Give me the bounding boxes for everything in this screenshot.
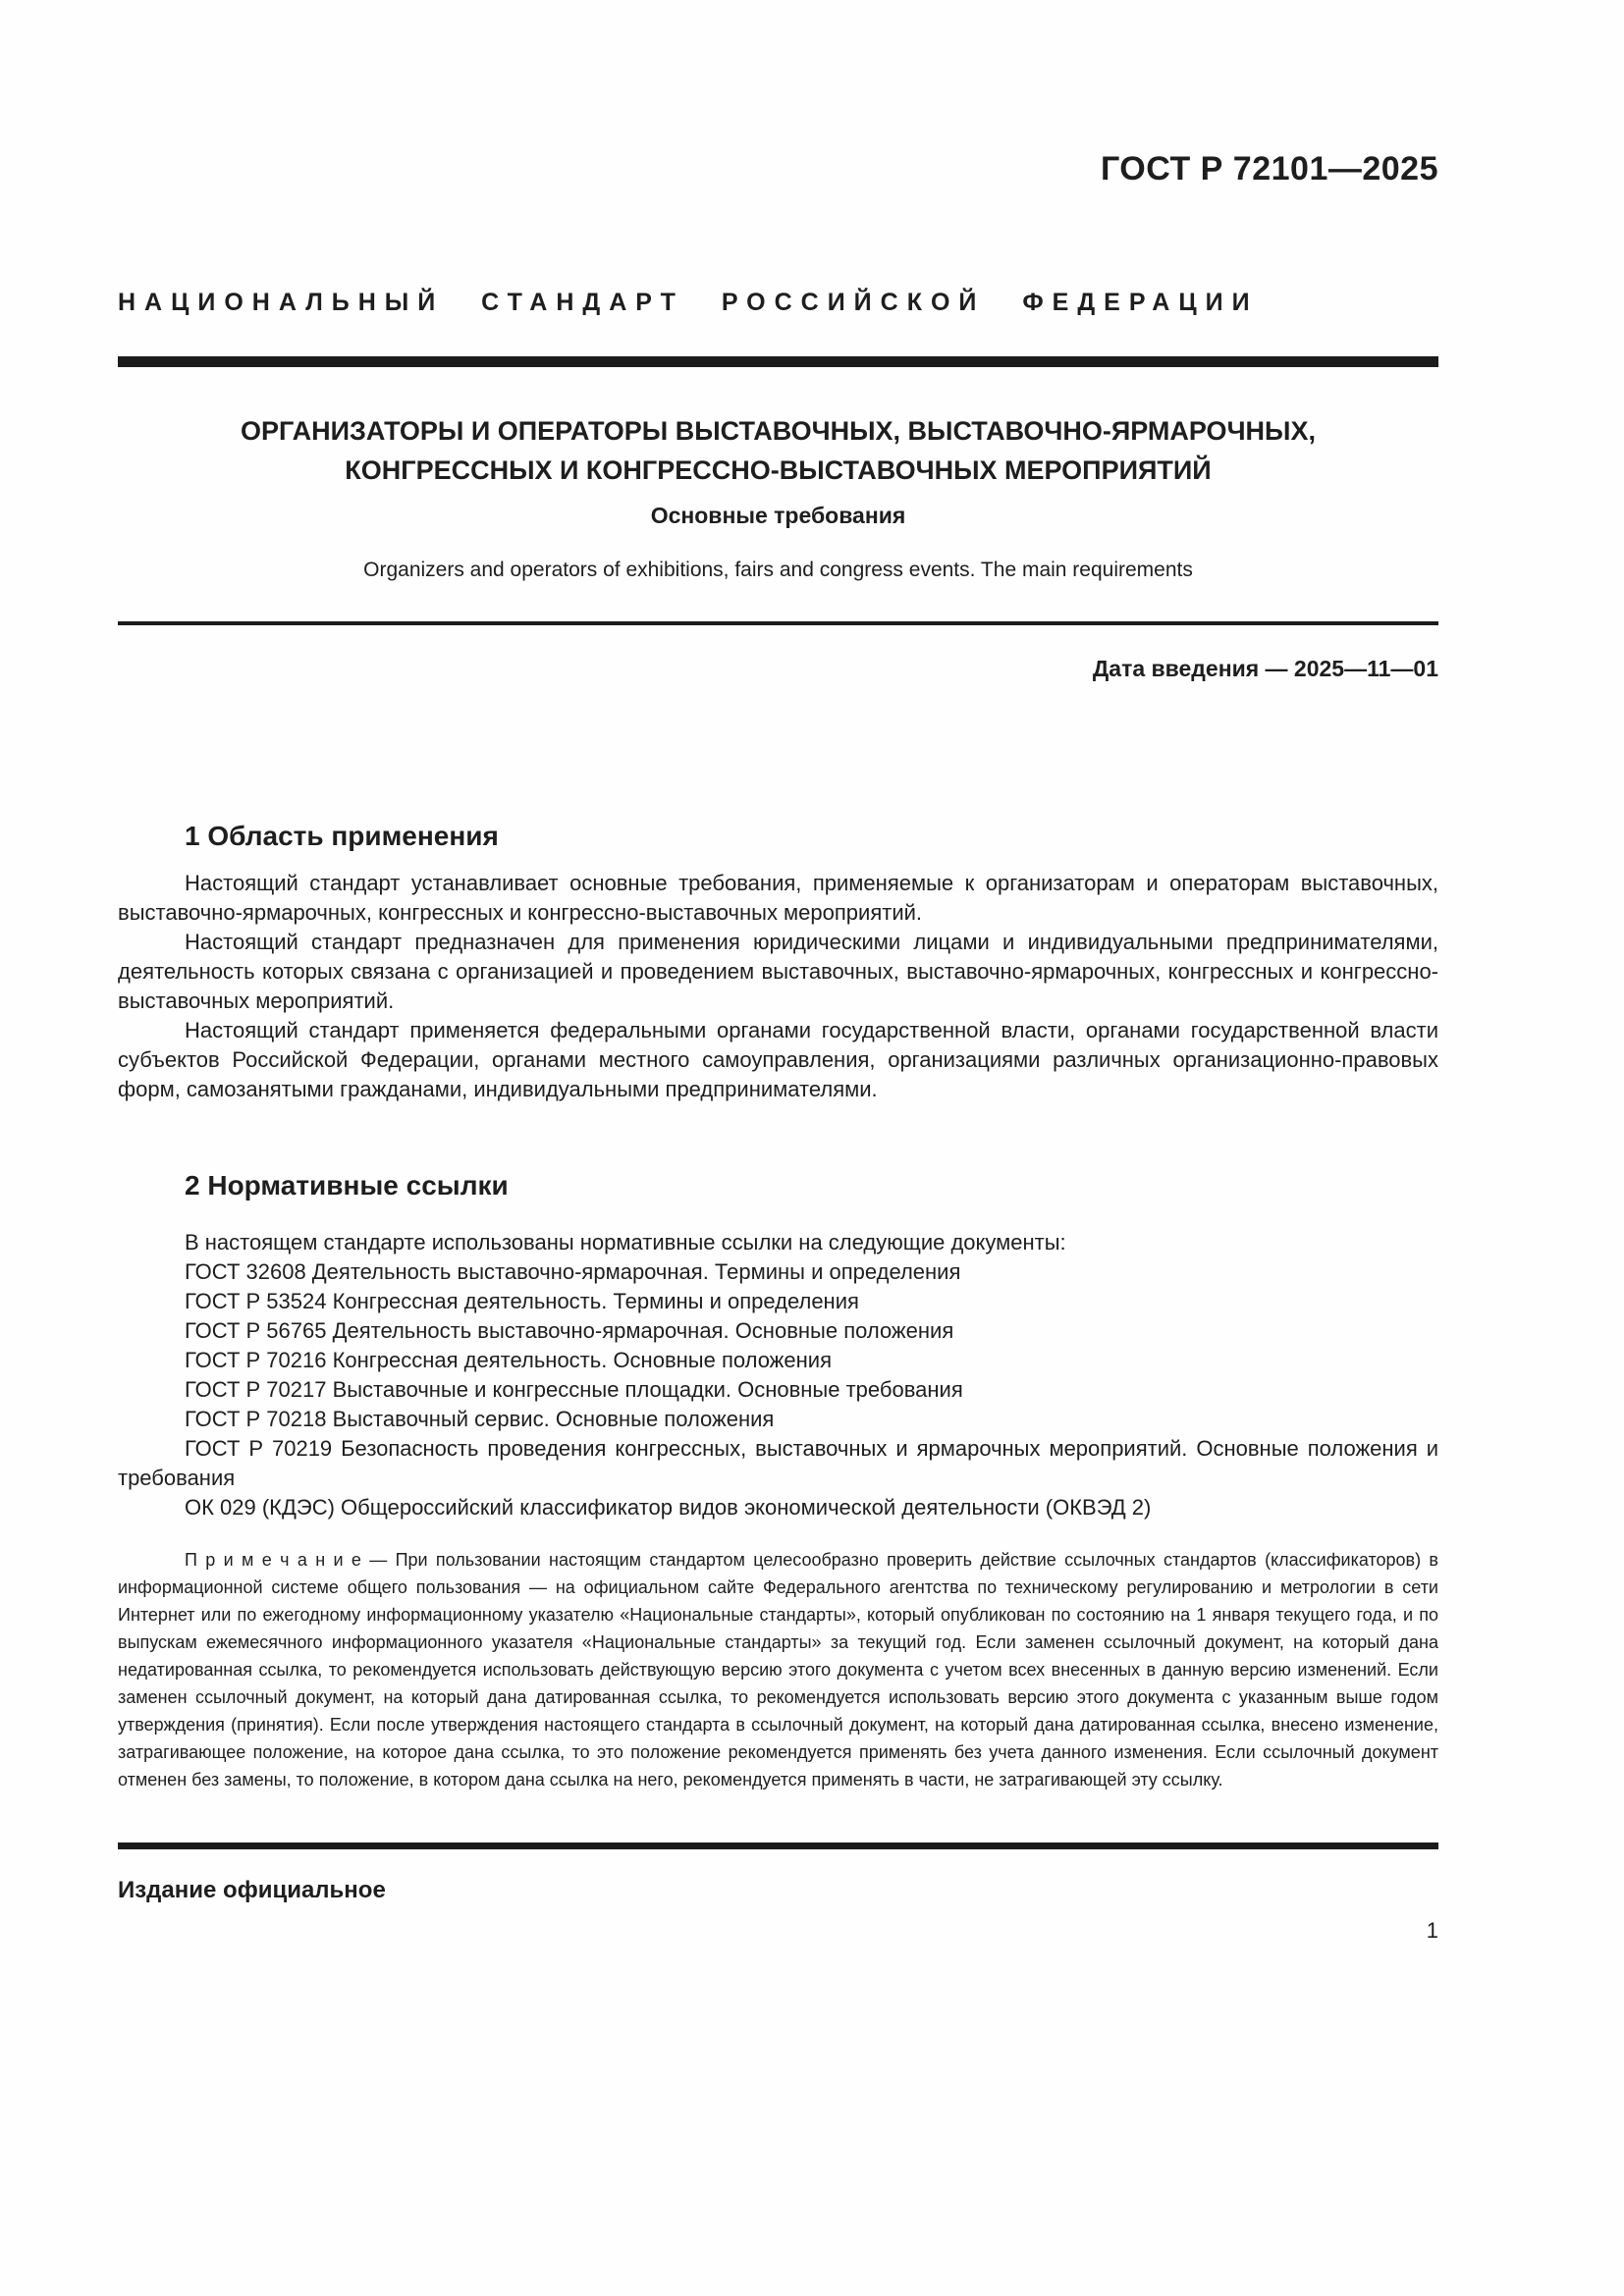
section-1-heading: 1 Область применения	[185, 821, 499, 851]
section-1-body	[118, 869, 1438, 1104]
reference-item: ГОСТ Р 70219 Безопасность проведения конгрессных, выставочных и ярмарочных мероприятий. Основные положения и требования	[118, 1436, 1438, 1490]
page-content	[118, 149, 1438, 1946]
reference-item: ОК 029 (КДЭС) Общероссийский классификатор видов экономической деятельности (ОКВЭД 2)	[185, 1495, 1152, 1520]
reference-item: ГОСТ Р 53524 Конгрессная деятельность. Термины и определения	[185, 1289, 859, 1313]
paragraph: Настоящий стандарт устанавливает основные требования, применяемые к организаторам и операторам выставочных, выставочно-ярмарочных, конгрессных и конгрессно-выставочных мероприятий.	[118, 871, 1438, 925]
references-intro: В настоящем стандарте использованы нормативные ссылки на следующие документы:	[185, 1230, 1066, 1255]
divider-thin	[118, 621, 1438, 625]
standard-type-heading: НАЦИОНАЛЬНЫЙ СТАНДАРТ РОССИЙСКОЙ ФЕДЕРАЦИИ	[118, 289, 1259, 316]
document-subtitle-english: Organizers and operators of exhibitions, fairs and congress events. The main requirements	[363, 559, 1193, 581]
note-text: П р и м е ч а н и е — При пользовании настоящим стандартом целесообразно проверить действие ссылочных стандартов (классификаторов) в информационной системе общего пользования — на официальном сайте Федерального агентства по техническому регулированию и метрологии в сети Интернет или по ежегодному информационному указателю «Национальные стандарты», который опубликован по состоянию на 1 января текущего года, и по выпускам ежемесячного информационного указателя «Национальные стандарты» за текущий год. Если заменен ссылочный документ, на который дана недатированная ссылка, то рекомендуется использовать действующую версию этого документа с учетом всех внесенных в данную версию изменений. Если заменен ссылочный документ, на который дана датированная ссылка, то рекомендуется использовать версию этого документа с указанным выше годом утверждения (принятия). Если после утверждения настоящего стандарта в ссылочный документ, на который дана датированная ссылка, внесено изменение, затрагивающее положение, на которое дана ссылка, то это положение рекомендуется применять без учета данного изменения. Если ссылочный документ отменен без замены, то положение, в котором дана ссылка на него, рекомендуется применять в части, не затрагивающей эту ссылку.	[118, 1550, 1438, 1789]
edition-label: Издание официальное	[118, 1877, 386, 1903]
reference-item: ГОСТ Р 70216 Конгрессная деятельность. Основные положения	[185, 1348, 832, 1372]
reference-item: ГОСТ Р 70218 Выставочный сервис. Основные положения	[185, 1407, 775, 1431]
reference-item: ГОСТ Р 70217 Выставочные и конгрессные площадки. Основные требования	[185, 1377, 963, 1402]
section-2-body	[118, 1228, 1438, 1522]
reference-item: ГОСТ 32608 Деятельность выставочно-ярмарочная. Термины и определения	[185, 1259, 961, 1284]
page-number: 1	[1426, 1918, 1438, 1943]
reference-item: ГОСТ Р 56765 Деятельность выставочно-ярмарочная. Основные положения	[185, 1318, 954, 1343]
doc-code: ГОСТ Р 72101—2025	[1100, 150, 1438, 187]
note-block	[118, 1546, 1438, 1793]
document-title-line1: ОРГАНИЗАТОРЫ И ОПЕРАТОРЫ ВЫСТАВОЧНЫХ, ВЫСТАВОЧНО-ЯРМАРОЧНЫХ,	[241, 416, 1316, 446]
document-title	[118, 411, 1438, 490]
paragraph: Настоящий стандарт применяется федеральными органами государственной власти, органами государственной власти субъектов Российской Федерации, органами местного самоуправления, организациями различных организационно-правовых форм, самозанятыми гражданами, индивидуальными предпринимателями.	[118, 1018, 1438, 1101]
document-title-line2: КОНГРЕССНЫХ И КОНГРЕССНО-ВЫСТАВОЧНЫХ МЕРОПРИЯТИЙ	[345, 455, 1212, 485]
divider-thick-bottom	[118, 1842, 1438, 1849]
divider-thick-top	[118, 356, 1438, 367]
section-2-heading: 2 Нормативные ссылки	[185, 1170, 509, 1201]
document-subtitle: Основные требования	[650, 503, 906, 528]
paragraph: Настоящий стандарт предназначен для применения юридическими лицами и индивидуальными предпринимателями, деятельность которых связана с организацией и проведением выставочных, выставочно-ярмарочных, конгрессных и конгрессно-выставочных мероприятий.	[118, 930, 1438, 1013]
effective-date: Дата введения — 2025—11—01	[1092, 656, 1438, 681]
